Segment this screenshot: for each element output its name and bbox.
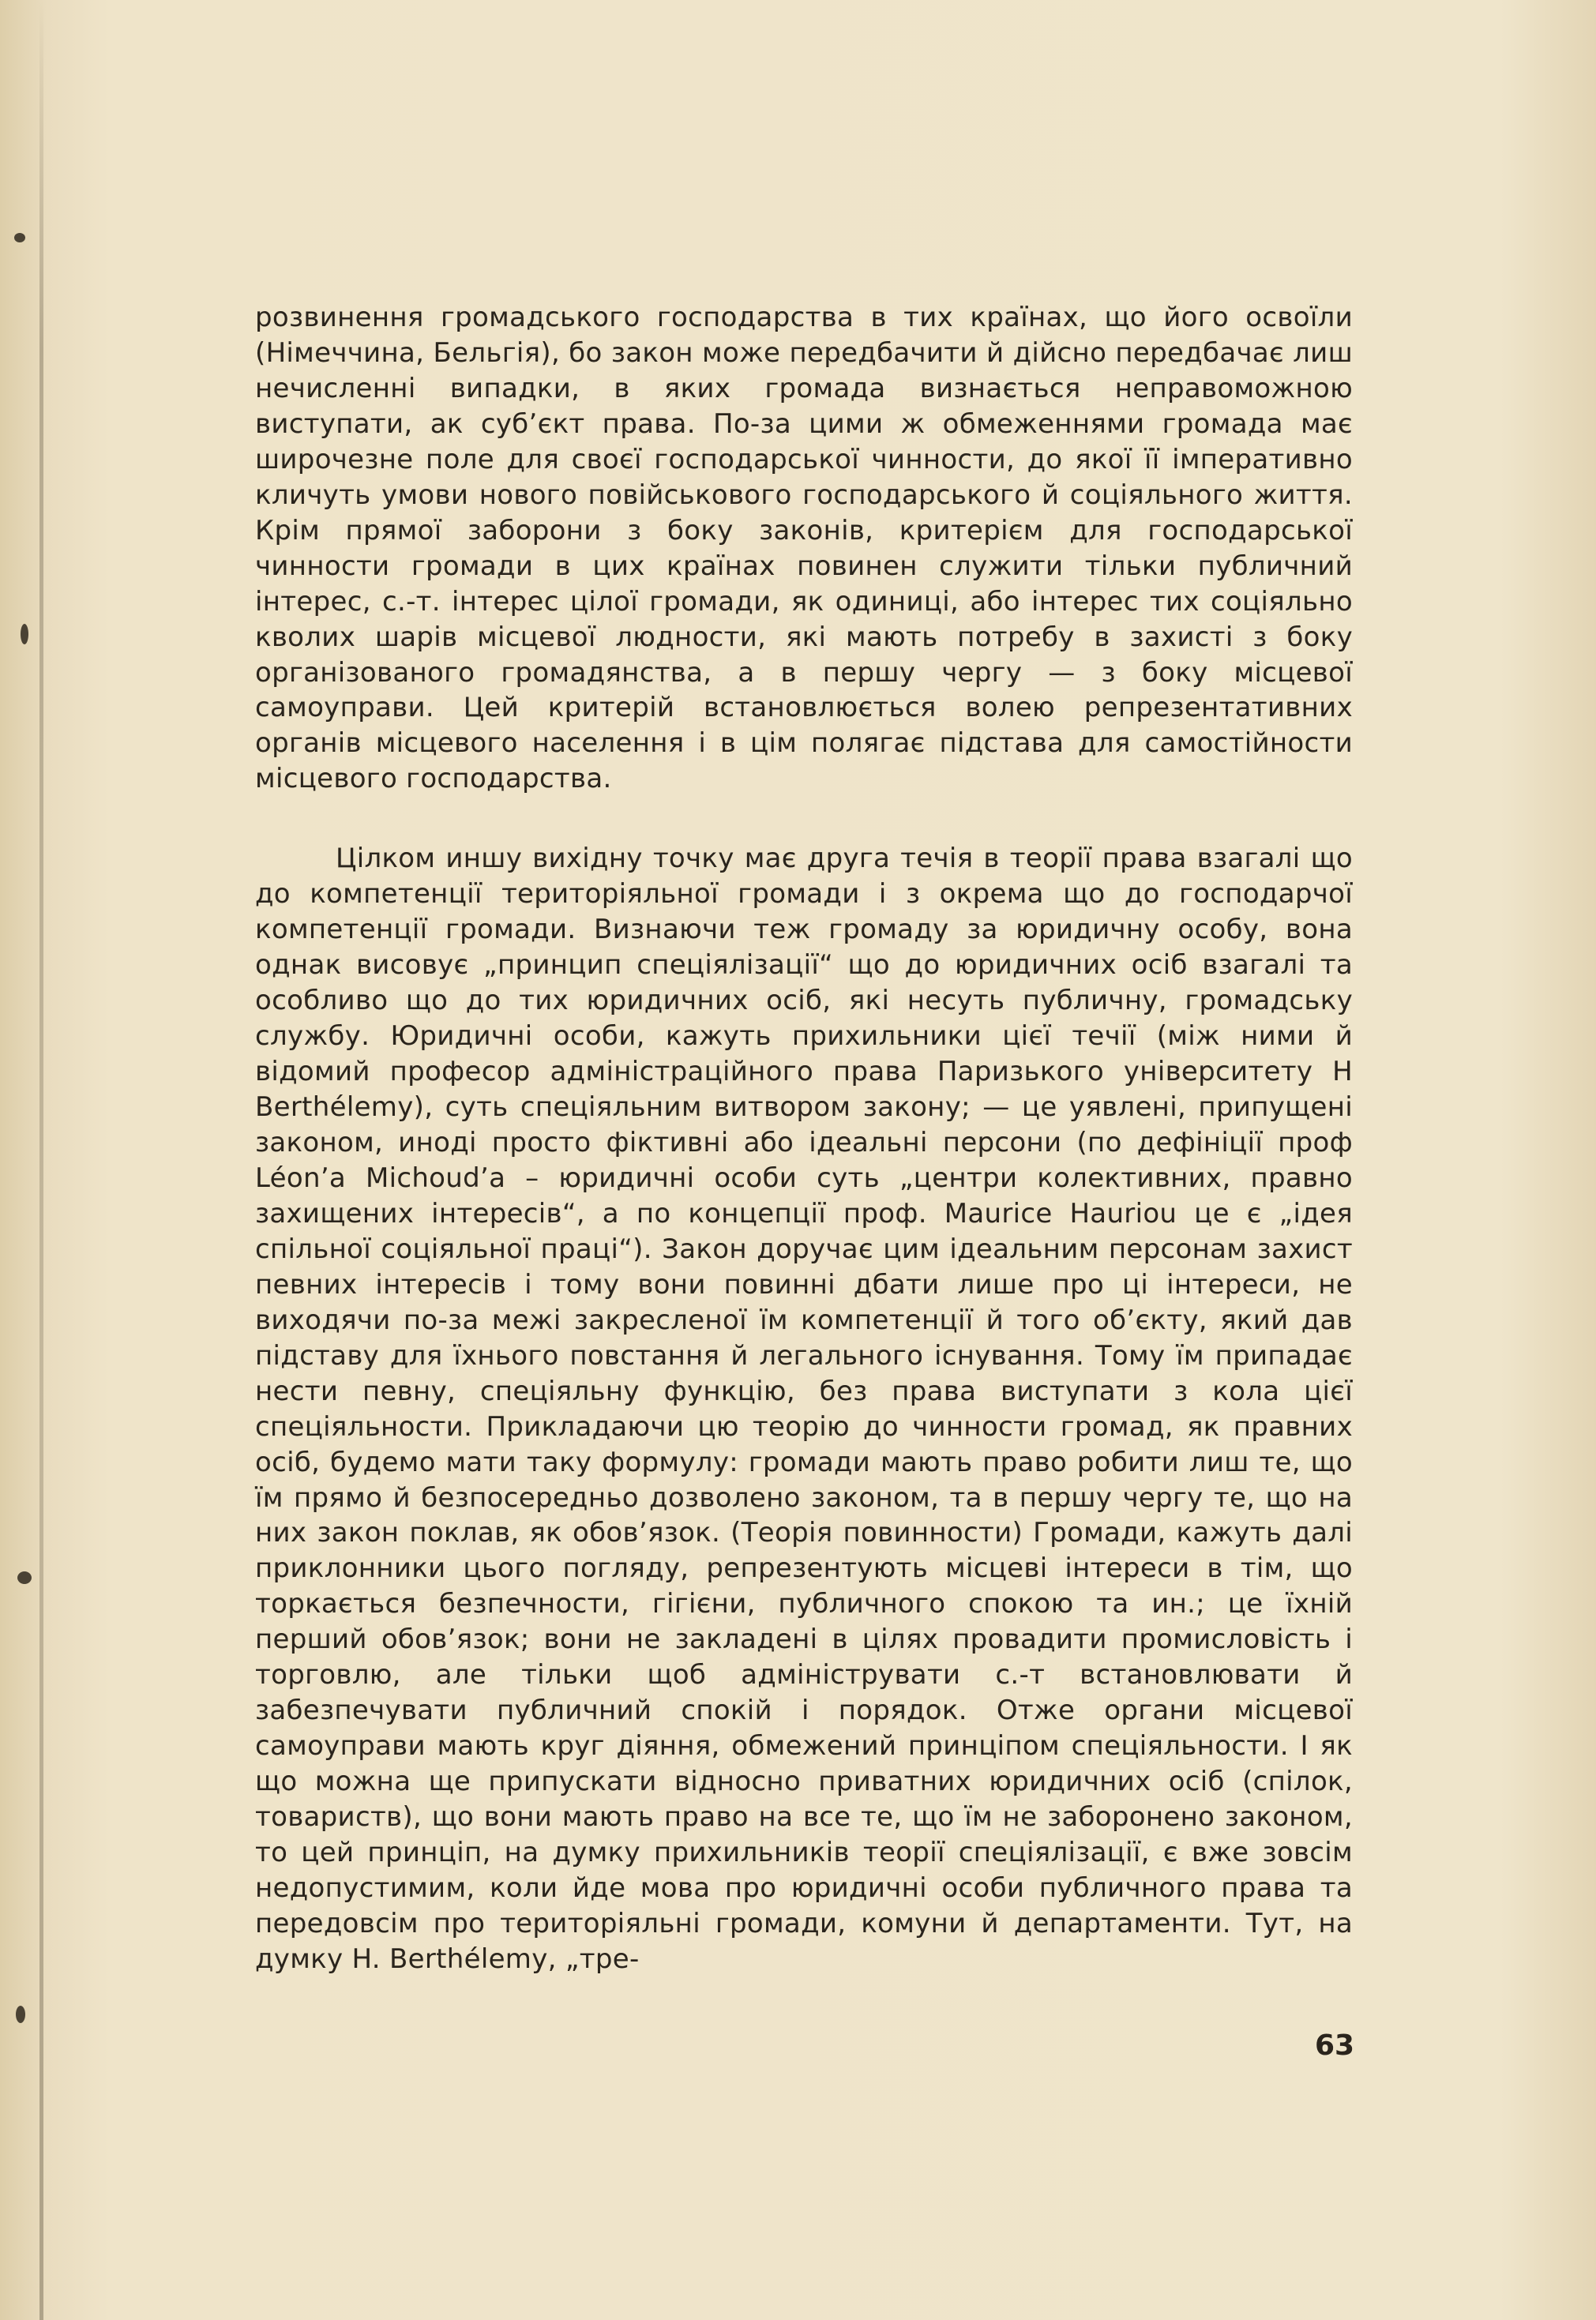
binding-mark xyxy=(17,1571,32,1584)
binding-edge xyxy=(39,0,43,2320)
paragraph: Цілком иншу вихідну точку має друга течія в теорії права взагалі що до компетенції територіяльної громади і з окрема що до господарчої компетенції громади. Визнаючи теж громаду за юридичну особу, вона однак висовує „принцип спеціялізації“ що до юридичних осіб взагалі та особливо що до тих юридичних осіб, які несуть публичну, громадську службу. Юридичні особи, кажуть прихильники цієї течії (між ними й відомий професор адміністраційного права Паризького університету H Berthélemy), суть спеціяльним витвором закону; — це уявлені, припущені законом, иноді просто фіктивні або ідеальні персони (по дефініції проф Léon’a Michoud’a – юридичні особи суть „центри колективних, правно захищених інтересів“, а по концепції проф. Maurice Hauriou це є „ідея спільної соціяльної праці“). Закон доручає цим ідеальним персонам захист певних інтересів і тому вони повинні дбати лише про ці інтереси, не виходячи по-за межі закресленої їм компетенції й того об’єкту, який дав підставу для їхнього повстання й легального існування. Тому їм припадає нести певну, спеціяльну функцію, без права виступати з кола цієї спеціяльности. Прикладаючи цю теорію до чинности громад, як правних осіб, будемо мати таку формулу: громади мають право робити лиш те, що їм прямо й безпосередньо дозволено законом, та в першу чергу те, що на них закон поклав, як обов’язок. (Теорія повинности) Громади, кажуть далі приклонники цього погляду, репрезентують місцеві інтереси в тім, що торкається безпечности, гігієни, публичного спокою та ин.; це їхній перший обов’язок; вони не закладені в цілях провадити промисловість і торговлю, але тільки щоб адмініструвати с.-т встановлювати й забезпечувати публичний спокій і порядок. Отже органи місцевої самоуправи мають круг діяння, обмежений принціпом спеціяльности. І як що можна ще припускати відносно приватних юридичних осіб (спілок, товариств), що вони мають право на все те, що їм не заборонено законом, то цей принціп, на думку прихильників теорії спеціялізації, є вже зовсім недопустимим, коли йде мова про юридичні особи публичного права та передовсім про територіяльні громади, комуни й департаменти. Тут, на думку H. Berthélemy, „тре- xyxy=(255,843,1353,1975)
binding-mark xyxy=(14,233,25,242)
body-text xyxy=(255,300,1353,1977)
page-number: 63 xyxy=(1315,2029,1355,2062)
paragraph: розвинення громадського господарства в тих країнах, що його освоїли (Німеччина, Бельгія), бо закон може передбачити й дійсно передбачає лиш нечисленні випадки, в яких громада визнається неправоможною виступати, ак суб’єкт права. По-за цими ж обмеженнями громада має широчезне поле для своєї господарської чинности, до якої її імперативно кличуть умови нового повійськового господарського й соціяльного життя. Крім прямої заборони з боку законів, критерієм для господарської чинности громади в цих країнах повинен служити тільки публичний інтерес, с.-т. інтерес цілої громади, як одиниці, або інтерес тих соціяльно кволих шарів місцевої людности, які мають потребу в захисті з боку організованого громадянства, а в першу чергу — з боку місцевої самоуправи. Цей критерій встановлюється волею репрезентативних органів місцевого населення і в цім полягає підстава для самостійности місцевого господарства. xyxy=(255,302,1353,795)
paragraph-gap xyxy=(255,797,1353,841)
binding-mark xyxy=(21,624,28,644)
binding-mark xyxy=(16,2006,25,2023)
